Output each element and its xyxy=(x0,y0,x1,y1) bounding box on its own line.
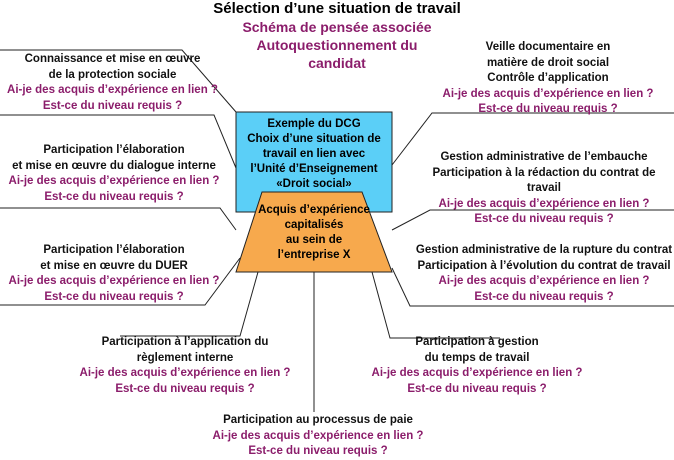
question-niveau: Est-ce du niveau requis ? xyxy=(248,445,388,457)
block-rupture-contrat xyxy=(414,243,674,305)
subtitle-line: candidat xyxy=(308,55,366,71)
block-line: Gestion administrative de la rupture du contrat xyxy=(415,244,673,256)
question-experience: Ai-je des acquis d’expérience en lien ? xyxy=(79,367,291,379)
question-experience: Ai-je des acquis d’expérience en lien ? xyxy=(212,429,424,442)
block-line: matière de droit social xyxy=(486,56,610,69)
subtitle-line: Autoquestionnement du xyxy=(256,37,418,53)
question-niveau: Est-ce du niveau requis ? xyxy=(474,290,614,303)
block-line: Participation au processus de paie xyxy=(223,414,413,426)
question-niveau: Est-ce du niveau requis ? xyxy=(42,99,183,112)
question-experience: Ai-je des acquis d’expérience en lien ? xyxy=(8,175,220,187)
block-line: Gestion administrative de l’embauche xyxy=(440,151,648,163)
block-reglement-interne xyxy=(70,335,300,397)
question-experience: Ai-je des acquis d’expérience en lien ? xyxy=(8,275,220,287)
question-niveau: Est-ce du niveau requis ? xyxy=(478,103,618,115)
acquis-text xyxy=(244,203,384,263)
question-niveau: Est-ce du niveau requis ? xyxy=(407,382,547,395)
question-niveau: Est-ce du niveau requis ? xyxy=(474,213,614,225)
block-line: et mise en œuvre du dialogue interne xyxy=(12,159,216,172)
box-line: capitalisés xyxy=(284,219,344,231)
question-experience: Ai-je des acquis d’expérience en lien ? xyxy=(442,87,654,100)
connector-mid-left xyxy=(0,208,236,230)
block-line: Participation à l’évolution du contrat de travail xyxy=(417,259,671,272)
block-dialogue-interne xyxy=(0,143,228,205)
box-line: Exemple du DCG xyxy=(267,118,361,130)
block-line: Participation à l’application du xyxy=(101,336,269,348)
block-line: Contrôle d’application xyxy=(487,72,609,84)
subtitle-line: Schéma de pensée associée xyxy=(242,19,432,35)
question-experience: Ai-je des acquis d’expérience en lien ? xyxy=(7,84,218,96)
question-experience: Ai-je des acquis d’expérience en lien ? xyxy=(438,197,650,210)
block-line: Participation l’élaboration xyxy=(43,244,185,256)
dcg-example-text xyxy=(236,117,392,192)
block-line: et mise en œuvre du DUER xyxy=(40,259,188,272)
block-line: Connaissance et mise en œuvre xyxy=(24,53,201,65)
block-veille-documentaire xyxy=(430,40,666,118)
block-temps-travail xyxy=(360,335,594,397)
box-line: l’entreprise X xyxy=(277,249,351,261)
box-line: Choix d’une situation de xyxy=(247,133,381,145)
block-line: règlement interne xyxy=(136,351,234,364)
block-embauche xyxy=(414,150,674,228)
question-experience: Ai-je des acquis d’expérience en lien ? xyxy=(371,367,583,379)
block-protection-sociale xyxy=(0,52,225,114)
block-line: de la protection sociale xyxy=(48,68,177,81)
box-line: au sein de xyxy=(285,234,343,246)
question-niveau: Est-ce du niveau requis ? xyxy=(115,382,255,395)
question-experience: Ai-je des acquis d’expérience en lien ? xyxy=(438,275,650,287)
block-line: Veille documentaire en xyxy=(485,41,611,53)
block-line: Participation à gestion xyxy=(415,336,539,348)
question-niveau: Est-ce du niveau requis ? xyxy=(44,290,184,303)
box-line: Acquis d’expérience xyxy=(258,204,370,216)
block-duer xyxy=(0,243,228,305)
box-line: l’Unité d’Enseignement xyxy=(250,163,378,175)
box-line: «Droit social» xyxy=(276,178,352,190)
question-niveau: Est-ce du niveau requis ? xyxy=(44,190,184,203)
box-line: travail en lien avec xyxy=(262,148,366,160)
block-line: du temps de travail xyxy=(424,351,530,364)
block-line: Participation à la rédaction du contrat de travail xyxy=(432,166,656,194)
page-title: Sélection d’une situation de travail xyxy=(213,0,461,17)
block-processus-paie xyxy=(200,413,436,460)
block-line: Participation l’élaboration xyxy=(43,144,185,156)
